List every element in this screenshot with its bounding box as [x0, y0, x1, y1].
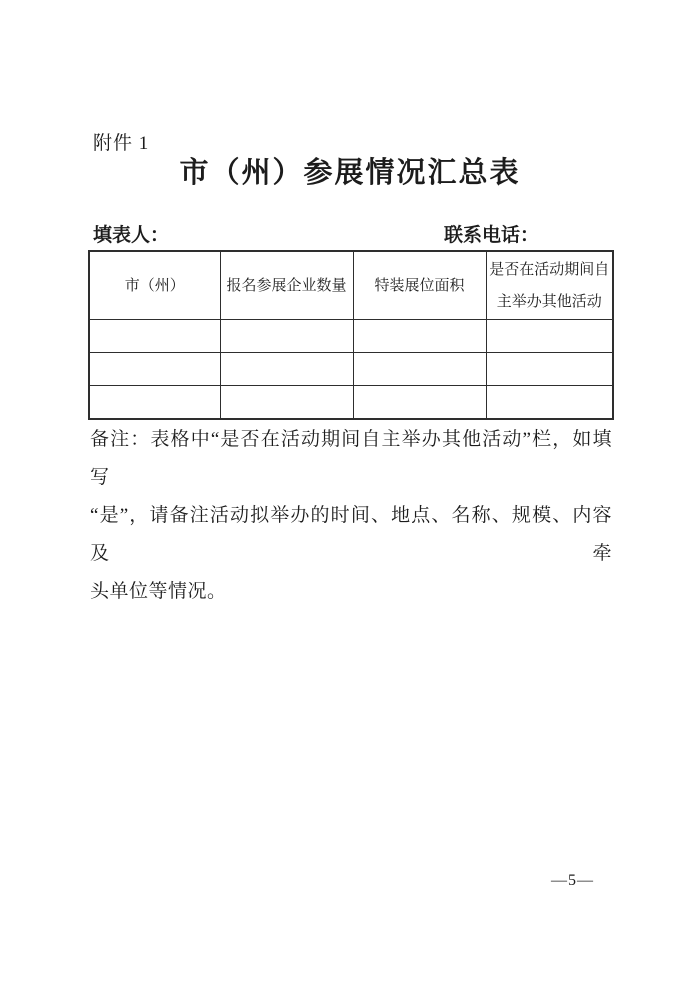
contact-phone-label: 联系电话： — [444, 225, 540, 246]
table-cell — [353, 353, 486, 386]
table-header-row — [89, 251, 613, 320]
note-paragraph — [90, 421, 612, 611]
note-line: 头单位等情况。 — [90, 581, 227, 602]
table-cell — [89, 386, 220, 420]
note-line: 备注：表格中“是否在活动期间自主举办其他活动”栏，如填写 — [90, 429, 612, 488]
table-cell — [486, 386, 613, 420]
table-cell — [486, 353, 613, 386]
table-cell — [89, 353, 220, 386]
table-cell — [220, 320, 353, 353]
attachment-label: 附件 1 — [93, 133, 150, 154]
table-cell — [220, 353, 353, 386]
table-cell — [353, 386, 486, 420]
table-header-other-activities: 是否在活动期间自主举办其他活动 — [486, 251, 613, 320]
note-line: “是”，请备注活动拟举办的时间、地点、名称、规模、内容及 牵 — [90, 505, 612, 564]
table-row — [89, 320, 613, 353]
summary-table — [88, 250, 614, 420]
form-labels-row — [93, 220, 613, 244]
form-filler-label: 填表人： — [93, 225, 170, 246]
page-title: 市（州）参展情况汇总表 — [179, 157, 521, 189]
table-cell — [353, 320, 486, 353]
table-header-city: 市（州） — [89, 251, 220, 320]
table-header-booth-area: 特装展位面积 — [353, 251, 486, 320]
table-row — [89, 353, 613, 386]
table-row — [89, 386, 613, 420]
table-header-enterprise-count: 报名参展企业数量 — [220, 251, 353, 320]
table-cell — [89, 320, 220, 353]
table-cell — [220, 386, 353, 420]
page-number: —5— — [551, 872, 594, 889]
table-cell — [486, 320, 613, 353]
